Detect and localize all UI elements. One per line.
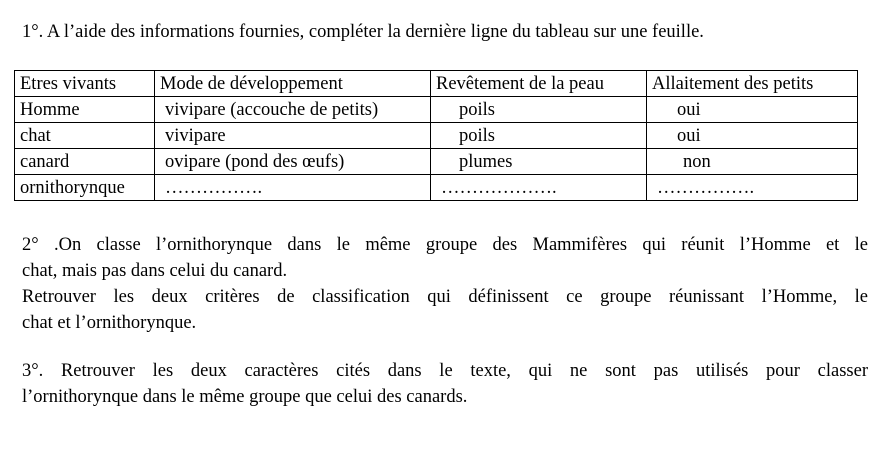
table-header-row — [15, 71, 858, 97]
header-cell: Revêtement de la peau — [431, 71, 647, 97]
table-cell: vivipare (accouche de petits) — [155, 97, 431, 123]
header-cell: Allaitement des petits — [647, 71, 858, 97]
table-cell: non — [647, 149, 858, 175]
header-cell: Mode de développement — [155, 71, 431, 97]
table-row — [15, 97, 858, 123]
table-cell: ovipare (pond des œufs) — [155, 149, 431, 175]
table-cell: poils — [431, 123, 647, 149]
table-row — [15, 123, 858, 149]
question-2-line: Retrouver les deux critères de classification qui définissent ce groupe réunissant l’Homme, le — [22, 287, 868, 307]
question-1: 1°. A l’aide des informations fournies, compléter la dernière ligne du tableau sur une feuille. — [22, 22, 704, 42]
question-3 — [22, 358, 868, 410]
table-cell: ……………. — [155, 175, 431, 201]
table-cell: ………………. — [431, 175, 647, 201]
table-cell: canard — [15, 149, 155, 175]
question-2 — [22, 232, 868, 336]
header-cell: Etres vivants — [15, 71, 155, 97]
question-3-line: l’ornithorynque dans le même groupe que celui des canards. — [22, 387, 468, 407]
table-cell: poils — [431, 97, 647, 123]
question-3-line: 3°. Retrouver les deux caractères cités dans le texte, qui ne sont pas utilisés pour classer — [22, 361, 868, 381]
table-cell: oui — [647, 97, 858, 123]
table-row — [15, 175, 858, 201]
table-cell: ornithorynque — [15, 175, 155, 201]
table-row — [15, 149, 858, 175]
table-cell: Homme — [15, 97, 155, 123]
question-2-line: chat et l’ornithorynque. — [22, 313, 197, 333]
table-cell: vivipare — [155, 123, 431, 149]
question-2-line: chat, mais pas dans celui du canard. — [22, 261, 288, 281]
table-cell: ……………. — [647, 175, 858, 201]
table-cell: plumes — [431, 149, 647, 175]
table-cell: oui — [647, 123, 858, 149]
classification-table — [14, 70, 858, 201]
table-cell: chat — [15, 123, 155, 149]
question-2-line: 2° .On classe l’ornithorynque dans le même groupe des Mammifères qui réunit l’Homme et le — [22, 235, 868, 255]
